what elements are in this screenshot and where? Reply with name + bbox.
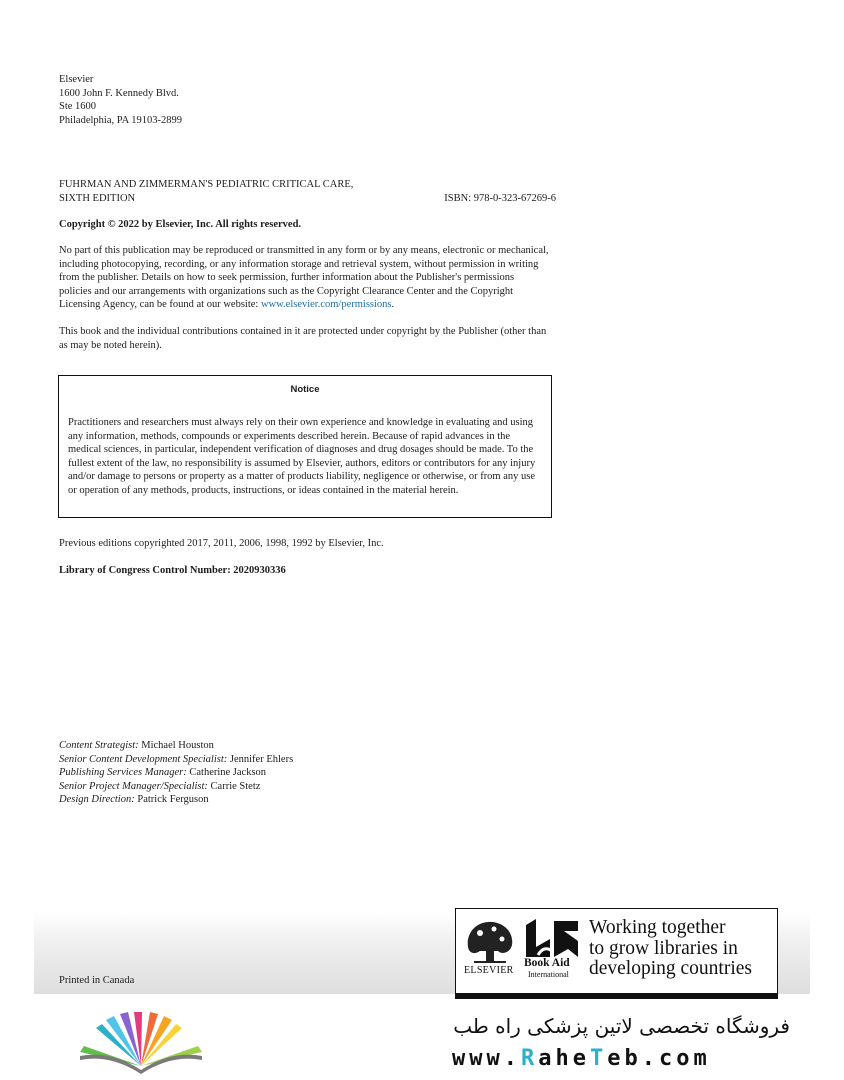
permissions-link[interactable]: www.elsevier.com/permissions	[260, 299, 392, 311]
credit-role: Design Direction:	[59, 794, 135, 806]
notice-body: Practitioners and researchers must always rely on their own experience and knowledge in evaluating and using any information, methods, compounds or experiments described herein. Because of rapid advances in the medical sciences, in particular, independent verification of diagnoses and drug dosages should be made. To the fullest extent of the law, no responsibility is assumed by Elsevier, authors, editors or contributors for any injury and/or damage to persons or property as a matter of products liability, negligence or otherwise, or from any use or operation of any methods, products, instructions, or ideas contained in the material herein.	[68, 417, 536, 496]
credit-line	[59, 780, 293, 794]
book-title-block	[59, 178, 556, 205]
credit-role: Senior Project Manager/Specialist:	[59, 780, 208, 792]
slogan-line: Working together	[589, 917, 726, 938]
book-aid-wordmark: Book Aid	[524, 957, 570, 969]
credits-list	[59, 739, 293, 807]
book-aid-slogan	[589, 918, 752, 980]
rights-text: No part of this publication may be reproduced or transmitted in any form or by any means, electronic or mechanical, including photocopying, recording, or any information storage and retrieval system, without permission in writing from the publisher. Details on how to seek permission, further information about the Publisher's permissions policies and our arrangements with organizations such as the Copyright Clearance Center and the Copyright Licensing Agency, can be found at our website:	[59, 245, 549, 311]
credit-role: Publishing Services Manager:	[59, 767, 187, 779]
banner-bottom-stripe	[455, 993, 778, 999]
rahe-teb-book-logo-icon	[78, 1010, 204, 1074]
book-title: FUHRMAN AND ZIMMERMAN'S PEDIATRIC CRITICAL CARE,	[59, 179, 354, 190]
book-aid-subtitle: International	[528, 970, 569, 979]
library-of-congress-number: Library of Congress Control Number: 2020930336	[59, 565, 286, 576]
isbn: ISBN: 978-0-323-67269-6	[444, 192, 556, 204]
credit-line	[59, 793, 293, 807]
elsevier-wordmark: ELSEVIER	[464, 965, 514, 976]
slogan-line: to grow libraries in	[589, 937, 738, 959]
notice-title: Notice	[290, 384, 320, 395]
book-edition: SIXTH EDITION	[59, 192, 136, 204]
credit-role: Content Strategist:	[59, 740, 139, 751]
slogan-line: developing countries	[589, 958, 752, 979]
address-line: 1600 John F. Kennedy Blvd.	[59, 87, 179, 99]
address-line: Ste 1600	[59, 101, 97, 113]
credit-name: Carrie Stetz	[210, 780, 261, 792]
watermark-url: www.RaheTeb.com	[452, 1046, 711, 1071]
address-line: Philadelphia, PA 19103-2899	[59, 114, 182, 126]
credit-name: Jennifer Ehlers	[229, 753, 294, 765]
credit-line	[59, 739, 293, 753]
protected-paragraph: This book and the individual contributions contained in it are protected under copyright by the Publisher (other than as may be noted herein).	[59, 326, 547, 351]
credit-name: Patrick Ferguson	[137, 794, 209, 806]
credit-line	[59, 766, 293, 780]
credit-line	[59, 753, 293, 767]
copyright-line: Copyright © 2022 by Elsevier, Inc. All rights reserved.	[59, 219, 302, 230]
watermark-persian-text: فروشگاه تخصصی لاتین پزشکی راه طب	[453, 1014, 790, 1038]
book-aid-banner	[455, 908, 778, 994]
previous-editions: Previous editions copyrighted 2017, 2011, 2006, 1998, 1992 by Elsevier, Inc.	[59, 538, 384, 549]
credit-role: Senior Content Development Specialist:	[59, 753, 228, 765]
rights-paragraph: No part of this publication may be reproduced or transmitted in any form or by any means, electronic or mechanical, including photocopying, recording, or any information storage and retrieval system, without permission in writing from the publisher. Details on how to seek permission, further information about the Publisher's permissions policies and our arrangements with organizations such as the Copyright Clearance Center and the Copyright Licensing Agency, can be found at our website: www.elsevier.com/permissions.	[59, 245, 549, 311]
credit-name: Catherine Jackson	[189, 767, 267, 779]
printed-in: Printed in Canada	[59, 975, 135, 986]
publisher-address	[59, 73, 182, 127]
notice-box	[58, 375, 552, 518]
address-line: Elsevier	[59, 74, 94, 85]
credit-name: Michael Houston	[141, 740, 214, 751]
